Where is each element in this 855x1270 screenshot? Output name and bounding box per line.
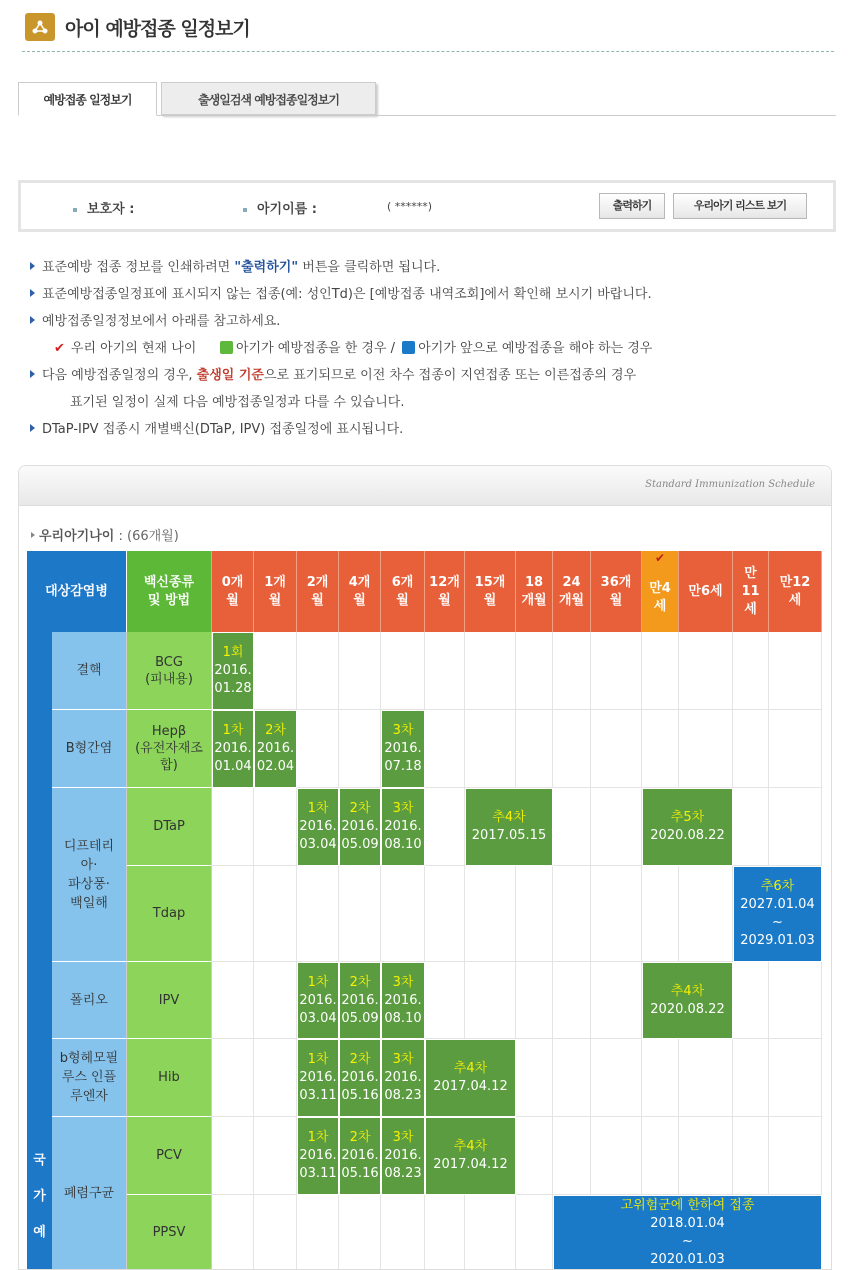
dose-date: 2016. 05.16 <box>341 1148 379 1181</box>
dose-date: 2017.04.12 <box>433 1157 508 1172</box>
header-age-col: 만12 세 <box>769 551 822 632</box>
dose-done <box>212 710 254 788</box>
schedule-cell <box>553 788 591 866</box>
dose-date: 2016. 07.18 <box>384 741 422 774</box>
dose-date: 2027.01.04 ~ 2029.01.03 <box>740 897 815 948</box>
dose-date: 2016. 08.23 <box>384 1148 422 1181</box>
schedule-cell <box>254 788 297 866</box>
dose-label: 추4차 <box>670 983 705 999</box>
schedule-cell <box>516 1039 553 1117</box>
dose-date: 2017.05.15 <box>471 828 547 843</box>
header-age-col: 0개 월 <box>212 551 254 632</box>
schedule-cell <box>212 1195 254 1270</box>
note-reference: 예방접종일정정보에서 아래를 참고하세요. <box>30 310 280 329</box>
schedule-cell <box>465 1195 516 1270</box>
baby-name-label: 아기이름 : <box>243 198 317 217</box>
schedule-cell <box>733 1039 769 1117</box>
schedule-cell <box>553 1039 591 1117</box>
dose-label: 3차 <box>392 1130 414 1145</box>
dose-done <box>381 788 425 866</box>
schedule-cell <box>425 1195 465 1270</box>
schedule-cell <box>679 710 733 788</box>
schedule-cell <box>591 710 642 788</box>
dose-date: 2017.04.12 <box>433 1079 508 1094</box>
dose-todo <box>553 1195 822 1270</box>
dose-date: 2016. 03.04 <box>299 819 337 852</box>
schedule-cell <box>733 788 769 866</box>
schedule-cell <box>553 1117 591 1195</box>
schedule-cell <box>591 962 642 1039</box>
schedule-cell <box>733 1117 769 1195</box>
schedule-cell <box>465 632 516 710</box>
schedule-cell <box>425 710 465 788</box>
vaccine-cell: Hib <box>127 1039 212 1117</box>
dose-label: 1차 <box>222 723 244 738</box>
disease-cell: 결핵 <box>52 632 127 710</box>
schedule-cell <box>339 1195 381 1270</box>
vaccine-cell: Hepβ (유전자재조 합) <box>127 710 212 788</box>
header-age-col: 만6세 <box>679 551 733 632</box>
schedule-cell <box>465 866 516 962</box>
schedule-cell <box>516 710 553 788</box>
dose-date: 2016. 01.04 <box>214 741 252 774</box>
dose-label: 2차 <box>349 974 371 990</box>
masked-id: ( ******) <box>387 200 433 213</box>
disease-cell: 디프테리 아· 파상풍· 백일해 <box>52 788 127 962</box>
dose-label: 고위험군에 한하여 접종 <box>620 1198 755 1213</box>
schedule-cell <box>212 962 254 1039</box>
schedule-panel <box>18 465 832 1270</box>
dose-done <box>212 632 254 710</box>
schedule-cell <box>516 962 553 1039</box>
dose-done <box>339 962 381 1039</box>
dose-label: 1차 <box>307 801 329 816</box>
schedule-cell <box>642 1117 679 1195</box>
dose-done <box>381 1117 425 1195</box>
dose-label: 추6차 <box>760 879 795 894</box>
header-age-col: 18 개월 <box>516 551 553 632</box>
header-vaccine: 백신종류 및 방법 <box>127 551 212 632</box>
schedule-cell <box>465 962 516 1039</box>
schedule-cell <box>425 962 465 1039</box>
dose-done <box>465 788 553 866</box>
schedule-cell <box>254 866 297 962</box>
header-disease: 대상감염병 <box>27 551 127 632</box>
schedule-cell <box>591 866 642 962</box>
schedule-cell <box>591 788 642 866</box>
dose-label: 추4차 <box>492 810 526 825</box>
baby-list-button[interactable]: 우리아기 리스트 보기 <box>673 193 807 219</box>
schedule-cell <box>212 866 254 962</box>
vaccine-cell: PPSV <box>127 1195 212 1270</box>
note-birthdate: 다음 예방접종일정의 경우, 출생일 기준으로 표기되므로 이전 차수 접종이 지연접종 또는 이른접종의 경우 <box>30 364 636 383</box>
dose-label: 1회 <box>222 645 244 660</box>
header-age-col: 만4 세 ✔ <box>642 551 679 632</box>
schedule-cell <box>516 1117 553 1195</box>
schedule-cell <box>297 1195 339 1270</box>
dose-date: 2016. 05.09 <box>341 992 379 1026</box>
dose-date: 2016. 03.04 <box>299 992 337 1026</box>
schedule-cell <box>679 632 733 710</box>
dose-date: 2016. 05.09 <box>341 819 379 852</box>
schedule-cell <box>339 866 381 962</box>
header-age-col: 6개 월 <box>381 551 425 632</box>
dose-date: 2016. 03.11 <box>299 1148 337 1181</box>
note-print: 표준예방 접종 정보를 인쇄하려면 "출력하기" 버튼을 클릭하면 됩니다. <box>30 256 440 275</box>
schedule-cell <box>591 632 642 710</box>
schedule-cell <box>381 1195 425 1270</box>
dose-done <box>381 1039 425 1117</box>
dose-date: 2016. 03.11 <box>299 1070 337 1103</box>
vaccine-cell: PCV <box>127 1117 212 1195</box>
schedule-cell <box>679 1117 733 1195</box>
dose-done <box>425 1117 516 1195</box>
dose-done <box>339 1039 381 1117</box>
dose-label: 1차 <box>307 974 329 990</box>
page-header <box>22 8 834 52</box>
note-unlisted: 표준예방접종일정표에 표시되지 않는 접종(예: 성인Td)은 [예방접종 내역조회]에서 확인해 보시기 바랍니다. <box>30 283 652 302</box>
dose-done <box>339 788 381 866</box>
check-icon: ✔ <box>54 341 65 356</box>
dose-done <box>381 962 425 1039</box>
schedule-cell <box>679 866 733 962</box>
dose-date: 2016. 05.16 <box>341 1070 379 1103</box>
schedule-cell <box>516 1195 553 1270</box>
schedule-cell <box>642 710 679 788</box>
schedule-cell <box>465 710 516 788</box>
dose-date: 2020.08.22 <box>650 1001 725 1017</box>
tab-schedule[interactable]: 예방접종 일정보기 <box>18 82 157 116</box>
schedule-cell <box>339 632 381 710</box>
schedule-cell <box>769 710 822 788</box>
schedule-cell <box>642 632 679 710</box>
schedule-cell <box>769 1117 822 1195</box>
baby-info-box <box>18 180 836 232</box>
current-age-check-icon: ✔ <box>654 551 666 565</box>
schedule-cell <box>591 1039 642 1117</box>
schedule-cell <box>642 1039 679 1117</box>
dose-done <box>642 788 733 866</box>
schedule-cell <box>516 866 553 962</box>
schedule-cell <box>297 866 339 962</box>
schedule-cell <box>553 710 591 788</box>
dose-label: 추5차 <box>670 810 705 825</box>
vaccine-cell: DTaP <box>127 788 212 866</box>
done-swatch <box>220 341 233 354</box>
schedule-cell <box>254 1117 297 1195</box>
print-button[interactable]: 출력하기 <box>599 193 665 219</box>
dose-label: 2차 <box>349 1052 371 1067</box>
schedule-cell <box>516 632 553 710</box>
header-age-col: 36개 월 <box>591 551 642 632</box>
schedule-cell <box>553 866 591 962</box>
schedule-cell <box>733 962 769 1039</box>
guardian-label: 보호자 : <box>73 198 134 217</box>
note-dtap-ipv: DTaP-IPV 접종시 개별백신(DTaP, IPV) 접종일정에 표시됩니다. <box>30 418 403 437</box>
schedule-cell <box>733 710 769 788</box>
schedule-cell <box>212 1039 254 1117</box>
schedule-cell <box>297 710 339 788</box>
logo-icon <box>25 13 55 41</box>
dose-label: 3차 <box>392 974 414 990</box>
schedule-cell <box>254 1195 297 1270</box>
schedule-cell <box>425 788 465 866</box>
header-age-col: 24 개월 <box>553 551 591 632</box>
dose-date: 2016. 02.04 <box>256 741 295 774</box>
dose-done <box>642 962 733 1039</box>
dose-date: 2020.08.22 <box>650 828 725 843</box>
header-age-col: 15개 월 <box>465 551 516 632</box>
dose-date: 2018.01.04 ~ 2020.01.03 <box>650 1216 725 1267</box>
dose-date: 2016. 08.10 <box>384 992 422 1026</box>
dose-label: 1차 <box>307 1130 329 1145</box>
schedule-cell <box>553 632 591 710</box>
dose-date: 2016. 01.28 <box>214 663 252 696</box>
dose-done <box>254 710 297 788</box>
disease-cell: 폴리오 <box>52 962 127 1039</box>
schedule-cell <box>425 866 465 962</box>
schedule-cell <box>381 632 425 710</box>
header-age-col: 4개 월 <box>339 551 381 632</box>
dose-label: 3차 <box>392 801 414 816</box>
dose-done <box>339 1117 381 1195</box>
schedule-cell <box>212 1117 254 1195</box>
schedule-header: Standard Immunization Schedule <box>19 466 832 506</box>
schedule-cell <box>381 866 425 962</box>
dose-date: 2016. 08.10 <box>384 819 422 852</box>
dose-done <box>297 1039 339 1117</box>
tab-birthdate-search[interactable]: 출생일검색 예방접종일정보기 <box>161 82 376 115</box>
dose-label: 3차 <box>392 1052 414 1067</box>
vaccine-cell: IPV <box>127 962 212 1039</box>
schedule-cell <box>642 866 679 962</box>
disease-cell: b형헤모필 루스 인플 루엔자 <box>52 1039 127 1117</box>
dose-label: 2차 <box>349 801 371 816</box>
schedule-cell <box>769 788 822 866</box>
header-age-col: 2개 월 <box>297 551 339 632</box>
dose-date: 2016. 08.23 <box>384 1070 422 1103</box>
schedule-cell <box>254 632 297 710</box>
dose-label: 3차 <box>392 723 414 738</box>
schedule-cell <box>733 632 769 710</box>
dose-label: 추4차 <box>453 1061 488 1076</box>
dose-label: 추4차 <box>453 1139 488 1154</box>
dose-label: 2차 <box>265 723 286 738</box>
header-age-col: 만 11 세 <box>733 551 769 632</box>
header-age-col: 12개 월 <box>425 551 465 632</box>
tab-bar <box>18 82 836 116</box>
dose-label: 1차 <box>307 1052 329 1067</box>
schedule-cell <box>425 632 465 710</box>
group-label-national: 국 가 예 <box>27 632 52 1270</box>
schedule-cell <box>339 710 381 788</box>
schedule-cell <box>769 1039 822 1117</box>
legend: ✔ 우리 아기의 현재 나이 아기가 예방접종을 한 경우 / 아기가 앞으로 예방접종을 해야 하는 경우 <box>54 341 653 356</box>
page-title: 아이 예방접종 일정보기 <box>65 18 250 40</box>
disease-cell: 폐렴구균 <box>52 1117 127 1270</box>
todo-swatch <box>402 341 415 354</box>
schedule-cell <box>254 1039 297 1117</box>
header-age-col: 1개 월 <box>254 551 297 632</box>
schedule-cell <box>679 1039 733 1117</box>
vaccine-cell: BCG (피내용) <box>127 632 212 710</box>
dose-done <box>297 962 339 1039</box>
baby-age: 우리아기나이 : (66개월) <box>31 525 179 544</box>
dose-done <box>381 710 425 788</box>
dose-done <box>425 1039 516 1117</box>
dose-label: 2차 <box>349 1130 371 1145</box>
schedule-cell <box>212 788 254 866</box>
disease-cell: B형간염 <box>52 710 127 788</box>
schedule-cell <box>591 1117 642 1195</box>
schedule-cell <box>254 962 297 1039</box>
schedule-cell <box>769 962 822 1039</box>
schedule-cell <box>553 962 591 1039</box>
dose-todo <box>733 866 822 962</box>
schedule-cell <box>297 632 339 710</box>
dose-done <box>297 1117 339 1195</box>
schedule-cell <box>769 632 822 710</box>
note-birthdate-cont: 표기된 일정이 실제 다음 예방접종일정과 다를 수 있습니다. <box>70 395 405 410</box>
vaccine-cell: Tdap <box>127 866 212 962</box>
dose-done <box>297 788 339 866</box>
